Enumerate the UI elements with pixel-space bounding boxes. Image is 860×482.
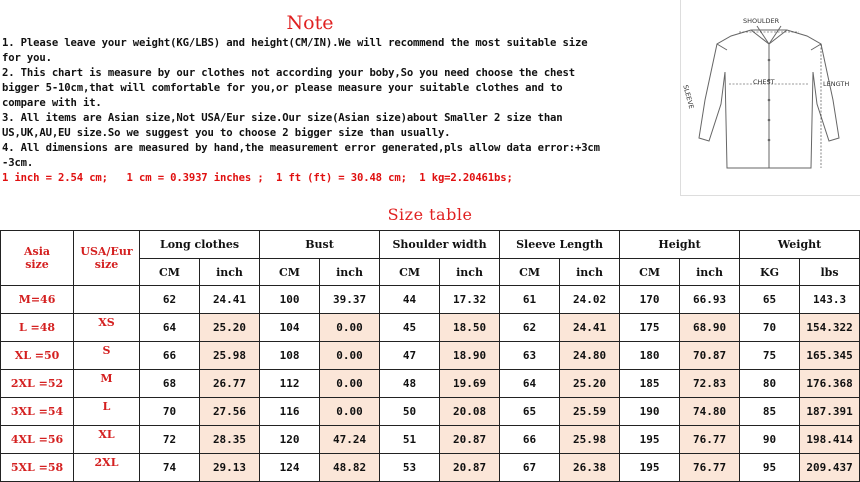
- value-cell: 154.322: [800, 314, 860, 342]
- value-cell: 64: [140, 314, 200, 342]
- diagram-length-label: LENGTH: [823, 80, 850, 88]
- group-header: Bust: [260, 231, 380, 259]
- asia-size-cell: 4XL =56: [1, 426, 74, 454]
- value-cell: 68: [140, 370, 200, 398]
- group-header: Shoulder width: [380, 231, 500, 259]
- value-cell: 187.391: [800, 398, 860, 426]
- usa-size-cell: S: [74, 342, 140, 370]
- value-cell: 26.38: [560, 454, 620, 482]
- value-cell: 165.345: [800, 342, 860, 370]
- value-cell: 76.77: [680, 426, 740, 454]
- unit-header: inch: [440, 259, 500, 286]
- value-cell: 116: [260, 398, 320, 426]
- note-title: Note: [286, 12, 334, 34]
- value-cell: 67: [500, 454, 560, 482]
- value-cell: 70: [140, 398, 200, 426]
- table-row: [1, 286, 860, 314]
- group-header: Long clothes: [140, 231, 260, 259]
- value-cell: 45: [380, 314, 440, 342]
- value-cell: 70.87: [680, 342, 740, 370]
- unit-header: KG: [740, 259, 800, 286]
- size-table: [0, 230, 860, 482]
- value-cell: 85: [740, 398, 800, 426]
- note-line: 3. All items are Asian size,Not USA/Eur size.Our size(Asian size)about Smaller 2 size than: [2, 112, 563, 124]
- value-cell: 24.02: [560, 286, 620, 314]
- asia-size-cell: 5XL =58: [1, 454, 74, 482]
- value-cell: 47.24: [320, 426, 380, 454]
- note-line: 4. All dimensions are measured by hand,the measurement error generated,pls allow data error:+3cm: [2, 142, 600, 154]
- usa-size-cell: [74, 286, 140, 314]
- value-cell: 198.414: [800, 426, 860, 454]
- value-cell: 74.80: [680, 398, 740, 426]
- value-cell: 0.00: [320, 370, 380, 398]
- note-line: compare with it.: [2, 97, 102, 109]
- group-header: Weight: [740, 231, 860, 259]
- value-cell: 47: [380, 342, 440, 370]
- value-cell: 61: [500, 286, 560, 314]
- usa-size-cell: M: [74, 370, 140, 398]
- table-row: [1, 370, 860, 398]
- value-cell: 25.98: [200, 342, 260, 370]
- size-table-body: [1, 286, 860, 482]
- note-line: bigger 5-10cm,that will comfortable for you,or please measure your suitable clothes and to: [2, 82, 563, 94]
- usa-size-cell: 2XL: [74, 454, 140, 482]
- value-cell: 66.93: [680, 286, 740, 314]
- value-cell: 24.41: [200, 286, 260, 314]
- value-cell: 39.37: [320, 286, 380, 314]
- value-cell: 209.437: [800, 454, 860, 482]
- asia-size-cell: L =48: [1, 314, 74, 342]
- value-cell: 26.77: [200, 370, 260, 398]
- unit-header: inch: [320, 259, 380, 286]
- asia-size-cell: 3XL =54: [1, 398, 74, 426]
- asia-size-cell: XL =50: [1, 342, 74, 370]
- note-line: -3cm.: [2, 157, 34, 169]
- unit-header: CM: [500, 259, 560, 286]
- asia-size-header: Asia size: [1, 231, 74, 286]
- note-line: 1. Please leave your weight(KG/LBS) and height(CM/IN).We will recommend the most suitable size: [2, 37, 588, 49]
- unit-header: CM: [380, 259, 440, 286]
- value-cell: 65: [740, 286, 800, 314]
- unit-header: lbs: [800, 259, 860, 286]
- notes-section: [0, 0, 678, 196]
- value-cell: 25.20: [200, 314, 260, 342]
- unit-header: CM: [620, 259, 680, 286]
- value-cell: 20.87: [440, 454, 500, 482]
- value-cell: 25.59: [560, 398, 620, 426]
- usa-size-cell: L: [74, 398, 140, 426]
- unit-header: inch: [560, 259, 620, 286]
- value-cell: 51: [380, 426, 440, 454]
- usa-size-cell: XL: [74, 426, 140, 454]
- group-header: Height: [620, 231, 740, 259]
- value-cell: 19.69: [440, 370, 500, 398]
- value-cell: 175: [620, 314, 680, 342]
- asia-size-cell: 2XL =52: [1, 370, 74, 398]
- note-line: US,UK,AU,EU size.So we suggest you to choose 2 bigger size than usually.: [2, 127, 451, 139]
- value-cell: 17.32: [440, 286, 500, 314]
- shirt-diagram: [680, 0, 860, 196]
- value-cell: 176.368: [800, 370, 860, 398]
- value-cell: 80: [740, 370, 800, 398]
- value-cell: 44: [380, 286, 440, 314]
- value-cell: 190: [620, 398, 680, 426]
- value-cell: 25.20: [560, 370, 620, 398]
- value-cell: 65: [500, 398, 560, 426]
- table-row: [1, 398, 860, 426]
- value-cell: 29.13: [200, 454, 260, 482]
- value-cell: 170: [620, 286, 680, 314]
- value-cell: 143.3: [800, 286, 860, 314]
- value-cell: 72.83: [680, 370, 740, 398]
- diagram-chest-label: CHEST: [753, 78, 775, 86]
- table-row: [1, 314, 860, 342]
- value-cell: 185: [620, 370, 680, 398]
- value-cell: 48.82: [320, 454, 380, 482]
- note-line: for you.: [2, 52, 52, 64]
- value-cell: 0.00: [320, 342, 380, 370]
- table-row: [1, 426, 860, 454]
- unit-conversion-line: 1 inch = 2.54 cm; 1 cm = 0.3937 inches ; 1 ft (ft) = 30.48 cm; 1 kg=2.20461bs;: [2, 172, 513, 184]
- value-cell: 76.77: [680, 454, 740, 482]
- value-cell: 53: [380, 454, 440, 482]
- value-cell: 64: [500, 370, 560, 398]
- value-cell: 20.08: [440, 398, 500, 426]
- value-cell: 74: [140, 454, 200, 482]
- value-cell: 48: [380, 370, 440, 398]
- value-cell: 68.90: [680, 314, 740, 342]
- value-cell: 27.56: [200, 398, 260, 426]
- value-cell: 66: [500, 426, 560, 454]
- unit-header: CM: [260, 259, 320, 286]
- group-header: Sleeve Length: [500, 231, 620, 259]
- value-cell: 0.00: [320, 314, 380, 342]
- usa-eur-size-header: USA/Eur size: [74, 231, 140, 286]
- value-cell: 195: [620, 426, 680, 454]
- value-cell: 63: [500, 342, 560, 370]
- value-cell: 28.35: [200, 426, 260, 454]
- table-row: [1, 342, 860, 370]
- value-cell: 0.00: [320, 398, 380, 426]
- value-cell: 66: [140, 342, 200, 370]
- note-line: 2. This chart is measure by our clothes not according your boby,So you need choose the chest: [2, 67, 575, 79]
- value-cell: 180: [620, 342, 680, 370]
- value-cell: 75: [740, 342, 800, 370]
- value-cell: 18.90: [440, 342, 500, 370]
- value-cell: 72: [140, 426, 200, 454]
- value-cell: 120: [260, 426, 320, 454]
- shirt-outline-icon: [681, 0, 859, 194]
- value-cell: 90: [740, 426, 800, 454]
- size-table-title: Size table: [387, 205, 473, 224]
- value-cell: 24.80: [560, 342, 620, 370]
- unit-header: CM: [140, 259, 200, 286]
- asia-size-cell: M=46: [1, 286, 74, 314]
- value-cell: 50: [380, 398, 440, 426]
- value-cell: 100: [260, 286, 320, 314]
- diagram-sleeve-label: SLEEVE: [681, 84, 696, 110]
- value-cell: 95: [740, 454, 800, 482]
- value-cell: 18.50: [440, 314, 500, 342]
- value-cell: 24.41: [560, 314, 620, 342]
- diagram-shoulder-label: SHOULDER: [743, 17, 780, 25]
- value-cell: 20.87: [440, 426, 500, 454]
- unit-header: inch: [200, 259, 260, 286]
- value-cell: 112: [260, 370, 320, 398]
- value-cell: 62: [140, 286, 200, 314]
- value-cell: 25.98: [560, 426, 620, 454]
- table-row: [1, 454, 860, 482]
- header-row-groups: [1, 231, 860, 259]
- value-cell: 108: [260, 342, 320, 370]
- value-cell: 124: [260, 454, 320, 482]
- value-cell: 195: [620, 454, 680, 482]
- unit-header: inch: [680, 259, 740, 286]
- value-cell: 104: [260, 314, 320, 342]
- value-cell: 70: [740, 314, 800, 342]
- value-cell: 62: [500, 314, 560, 342]
- usa-size-cell: XS: [74, 314, 140, 342]
